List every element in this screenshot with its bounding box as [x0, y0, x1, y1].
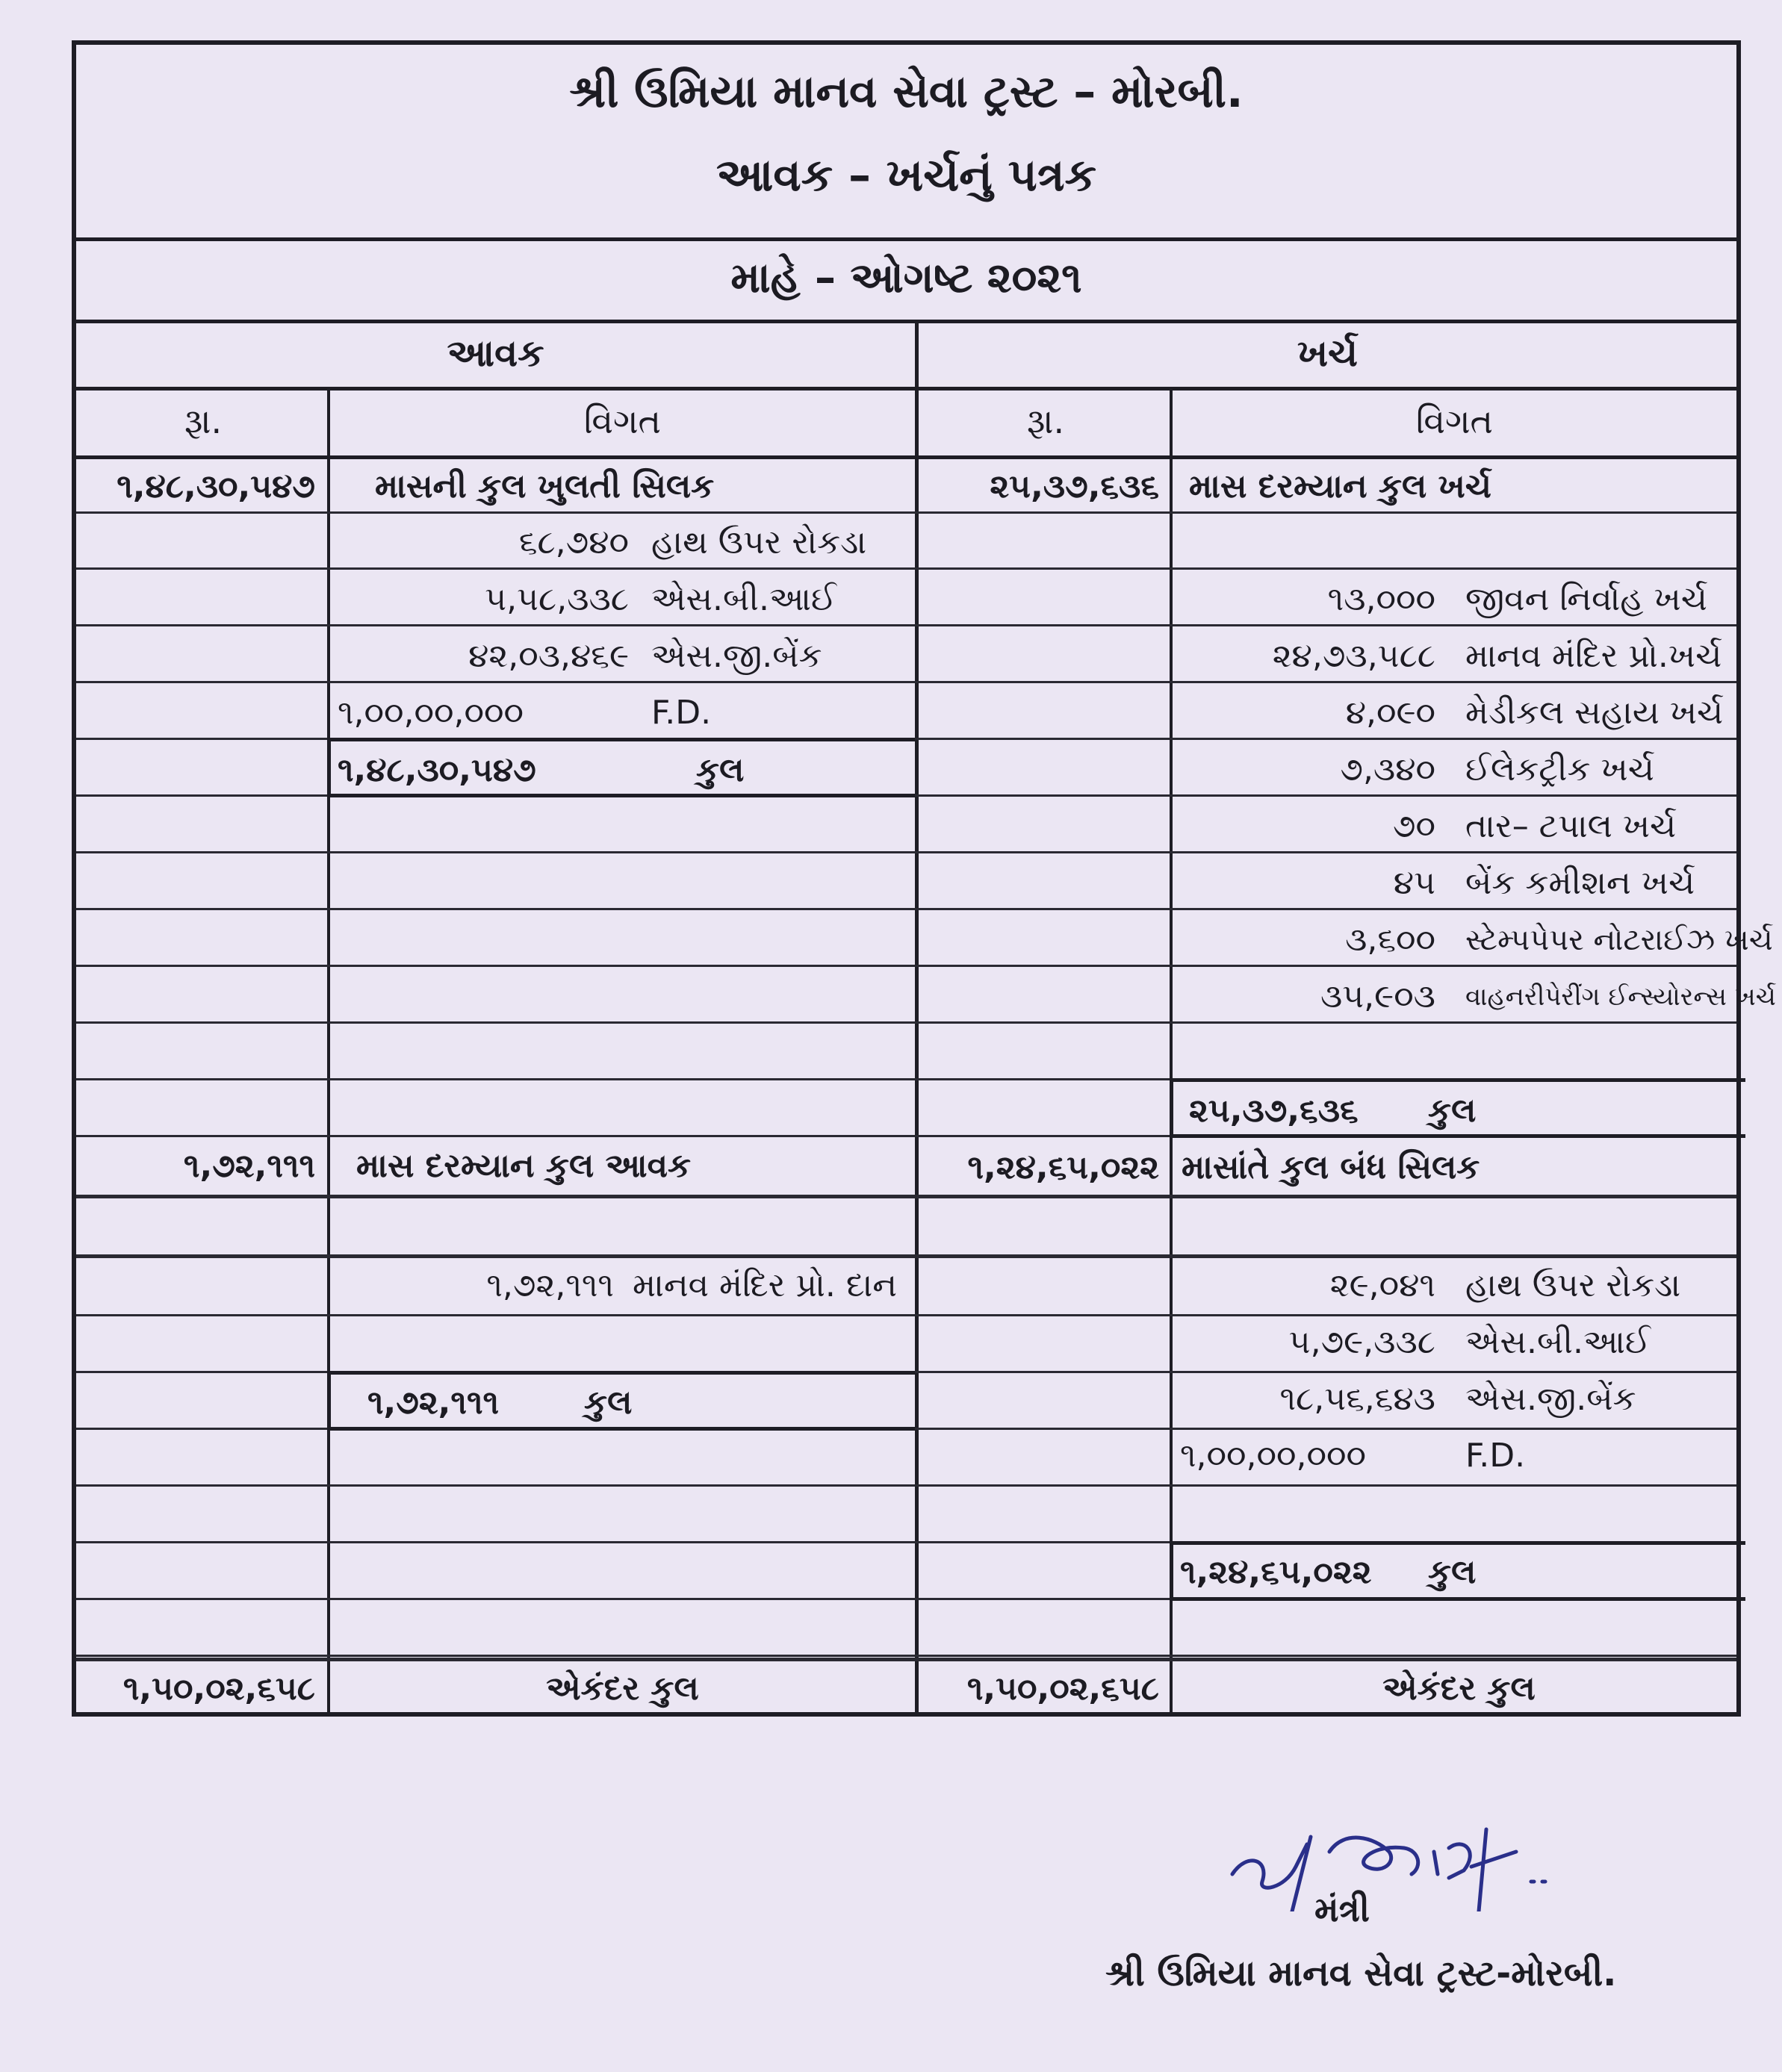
- month-income-amount: ૧,૭૨,૧૧૧: [183, 1147, 315, 1185]
- row-line: [76, 908, 1736, 910]
- expense-item-label: જીવન નિર્વાહ ખર્ચ: [1465, 580, 1707, 618]
- income-detail-header: વિગત: [330, 387, 915, 459]
- row-line: [76, 1254, 1736, 1258]
- accounts-statement: [72, 40, 1776, 1717]
- closing-total-label: કુલ: [1428, 1553, 1477, 1591]
- opening-item-amount: ૫,૫૮,૩૩૮: [485, 580, 629, 618]
- expense-column-divider: [1170, 387, 1173, 1712]
- document-title: આવક – ખર્ચનું પત્રક: [716, 149, 1096, 202]
- row-line: [76, 965, 1736, 967]
- expense-total-label: કુલ: [1428, 1092, 1477, 1130]
- opening-item-label: હાથ ઉપર રોકડા: [651, 523, 867, 561]
- opening-item-label: એસ.બી.આઈ: [651, 580, 836, 618]
- row-line: [76, 511, 1736, 514]
- month-income-total-amount: ૧,૭૨,૧૧૧: [367, 1384, 500, 1422]
- center-divider: [915, 320, 919, 1712]
- month-expense-label: માસ દરમ્યાન કુલ ખર્ચ: [1189, 467, 1491, 505]
- row-line: [76, 1484, 1736, 1487]
- closing-item-label: હાથ ઉપર રોકડા: [1465, 1266, 1681, 1304]
- income-column-divider: [327, 387, 330, 1712]
- month-income-item-label: માનવ મંદિર પ્રો. દાન: [633, 1266, 898, 1304]
- month-expense-amount: ૨૫,૩૭,૬૩૬: [990, 467, 1159, 505]
- expense-item-label: ઈલેકટ્રીક ખર્ચ: [1465, 750, 1654, 788]
- signatory-title: મંત્રી: [1314, 1889, 1370, 1929]
- income-amount-header: રૂા.: [76, 387, 330, 459]
- row-line: [76, 567, 1736, 570]
- expense-item-label: માનવ મંદિર પ્રો.ખર્ચ: [1465, 637, 1722, 675]
- row-line: [76, 1314, 1736, 1316]
- title-block: [76, 45, 1736, 241]
- opening-item-amount: ૬૮,૭૪૦: [518, 523, 629, 561]
- closing-item-label: એસ.જી.બેંક: [1465, 1380, 1636, 1418]
- expense-detail-header: વિગત: [1173, 387, 1736, 459]
- expense-heading: ખર્ચ: [919, 320, 1736, 391]
- section-divider-line: [76, 1195, 1736, 1198]
- row-line: [76, 1655, 1736, 1657]
- grand-total-line: [76, 1658, 1736, 1661]
- closing-item-amount: ૧૮,૫૬,૬૪૩: [1279, 1380, 1435, 1418]
- opening-total-amount: ૧,૪૮,૩૦,૫૪૭: [338, 751, 536, 789]
- opening-item-amount: ૧,૦૦,૦૦,૦૦૦: [338, 694, 524, 732]
- closing-item-label: એસ.બી.આઈ: [1465, 1323, 1651, 1361]
- expense-item-amount: ૪૫: [1393, 864, 1435, 902]
- footer-org-name: શ્રી ઉમિયા માનવ સેવા ટ્રસ્ટ-મોરબી.: [1105, 1953, 1617, 1994]
- opening-item-amount: ૪૨,૦૩,૪૬૯: [468, 637, 629, 675]
- month-income-item-amount: ૧,૭૨,૧૧૧: [486, 1266, 614, 1304]
- expense-item-amount: ૪,૦૯૦: [1345, 694, 1435, 732]
- opening-total-label: કુલ: [696, 751, 745, 789]
- expense-item-label: વાહનરીપેરીંગ ઈન્સ્યોરન્સ ખર્ચ: [1465, 982, 1776, 1012]
- closing-item-label: F.D.: [1465, 1437, 1526, 1475]
- closing-total-amount: ૧,૨૪,૬૫,૦૨૨: [1180, 1553, 1372, 1591]
- expense-item-label: સ્ટેમ્પપેપર નોટરાઈઝ ખર્ચ: [1465, 923, 1773, 957]
- expense-amount-header: રૂા.: [919, 387, 1173, 459]
- org-name-title: શ્રી ઉમિયા માનવ સેવા ટ્રસ્ટ – મોરબી.: [569, 66, 1244, 118]
- signature: [1225, 1807, 1568, 1911]
- expense-grand-total-label: એકંદર કુલ: [1382, 1670, 1536, 1708]
- income-heading: આવક: [76, 320, 915, 391]
- income-grand-total-label: એકંદર કુલ: [546, 1670, 699, 1708]
- row-line: [76, 1021, 1736, 1024]
- opening-balance-amount: ૧,૪૮,૩૦,૫૪૭: [117, 467, 315, 505]
- row-line: [76, 851, 1736, 853]
- expense-grand-total-amount: ૧,૫૦,૦૨,૬૫૮: [966, 1670, 1159, 1708]
- month-income-total-label: કુલ: [584, 1384, 633, 1422]
- expense-item-amount: ૭,૩૪૦: [1340, 750, 1435, 788]
- expense-item-label: બેંક કમીશન ખર્ચ: [1465, 864, 1695, 902]
- opening-item-label: એસ.જી.બેંક: [651, 637, 822, 675]
- expense-item-amount: ૨૪,૭૩,૫૮૮: [1272, 637, 1435, 675]
- expense-item-amount: ૩૫,૯૦૩: [1320, 977, 1435, 1015]
- closing-item-amount: ૧,૦૦,૦૦,૦૦૦: [1180, 1437, 1366, 1475]
- row-line: [76, 624, 1736, 626]
- expense-item-amount: ૩,૬૦૦: [1345, 921, 1435, 959]
- opening-balance-label: માસની કુલ ખુલતી સિલક: [375, 467, 715, 505]
- closing-item-amount: ૫,૭૯,૩૩૮: [1288, 1323, 1435, 1361]
- row-line: [76, 681, 1736, 683]
- expense-item-label: મેડીકલ સહાય ખર્ચ: [1465, 694, 1724, 732]
- expense-item-amount: ૭૦: [1392, 807, 1435, 845]
- closing-balance-amount: ૧,૨૪,૬૫,૦૨૨: [967, 1148, 1159, 1186]
- expense-item-amount: ૧૩,૦૦૦: [1327, 580, 1435, 618]
- income-grand-total-amount: ૧,૫૦,૦૨,૬૫૮: [122, 1670, 315, 1708]
- expense-total-amount: ૨૫,૩૭,૬૩૬: [1189, 1092, 1359, 1130]
- closing-balance-label: માસાંતે કુલ બંધ સિલક: [1182, 1148, 1480, 1186]
- month-heading: માહે – ઓગષ્ટ ૨૦૨૧: [76, 237, 1736, 323]
- opening-item-label: F.D.: [651, 694, 712, 732]
- month-income-label: માસ દરમ્યાન કુલ આવક: [356, 1147, 692, 1185]
- expense-item-label: તાર– ટપાલ ખર્ચ: [1465, 807, 1677, 845]
- closing-item-amount: ૨૯,૦૪૧: [1329, 1266, 1435, 1304]
